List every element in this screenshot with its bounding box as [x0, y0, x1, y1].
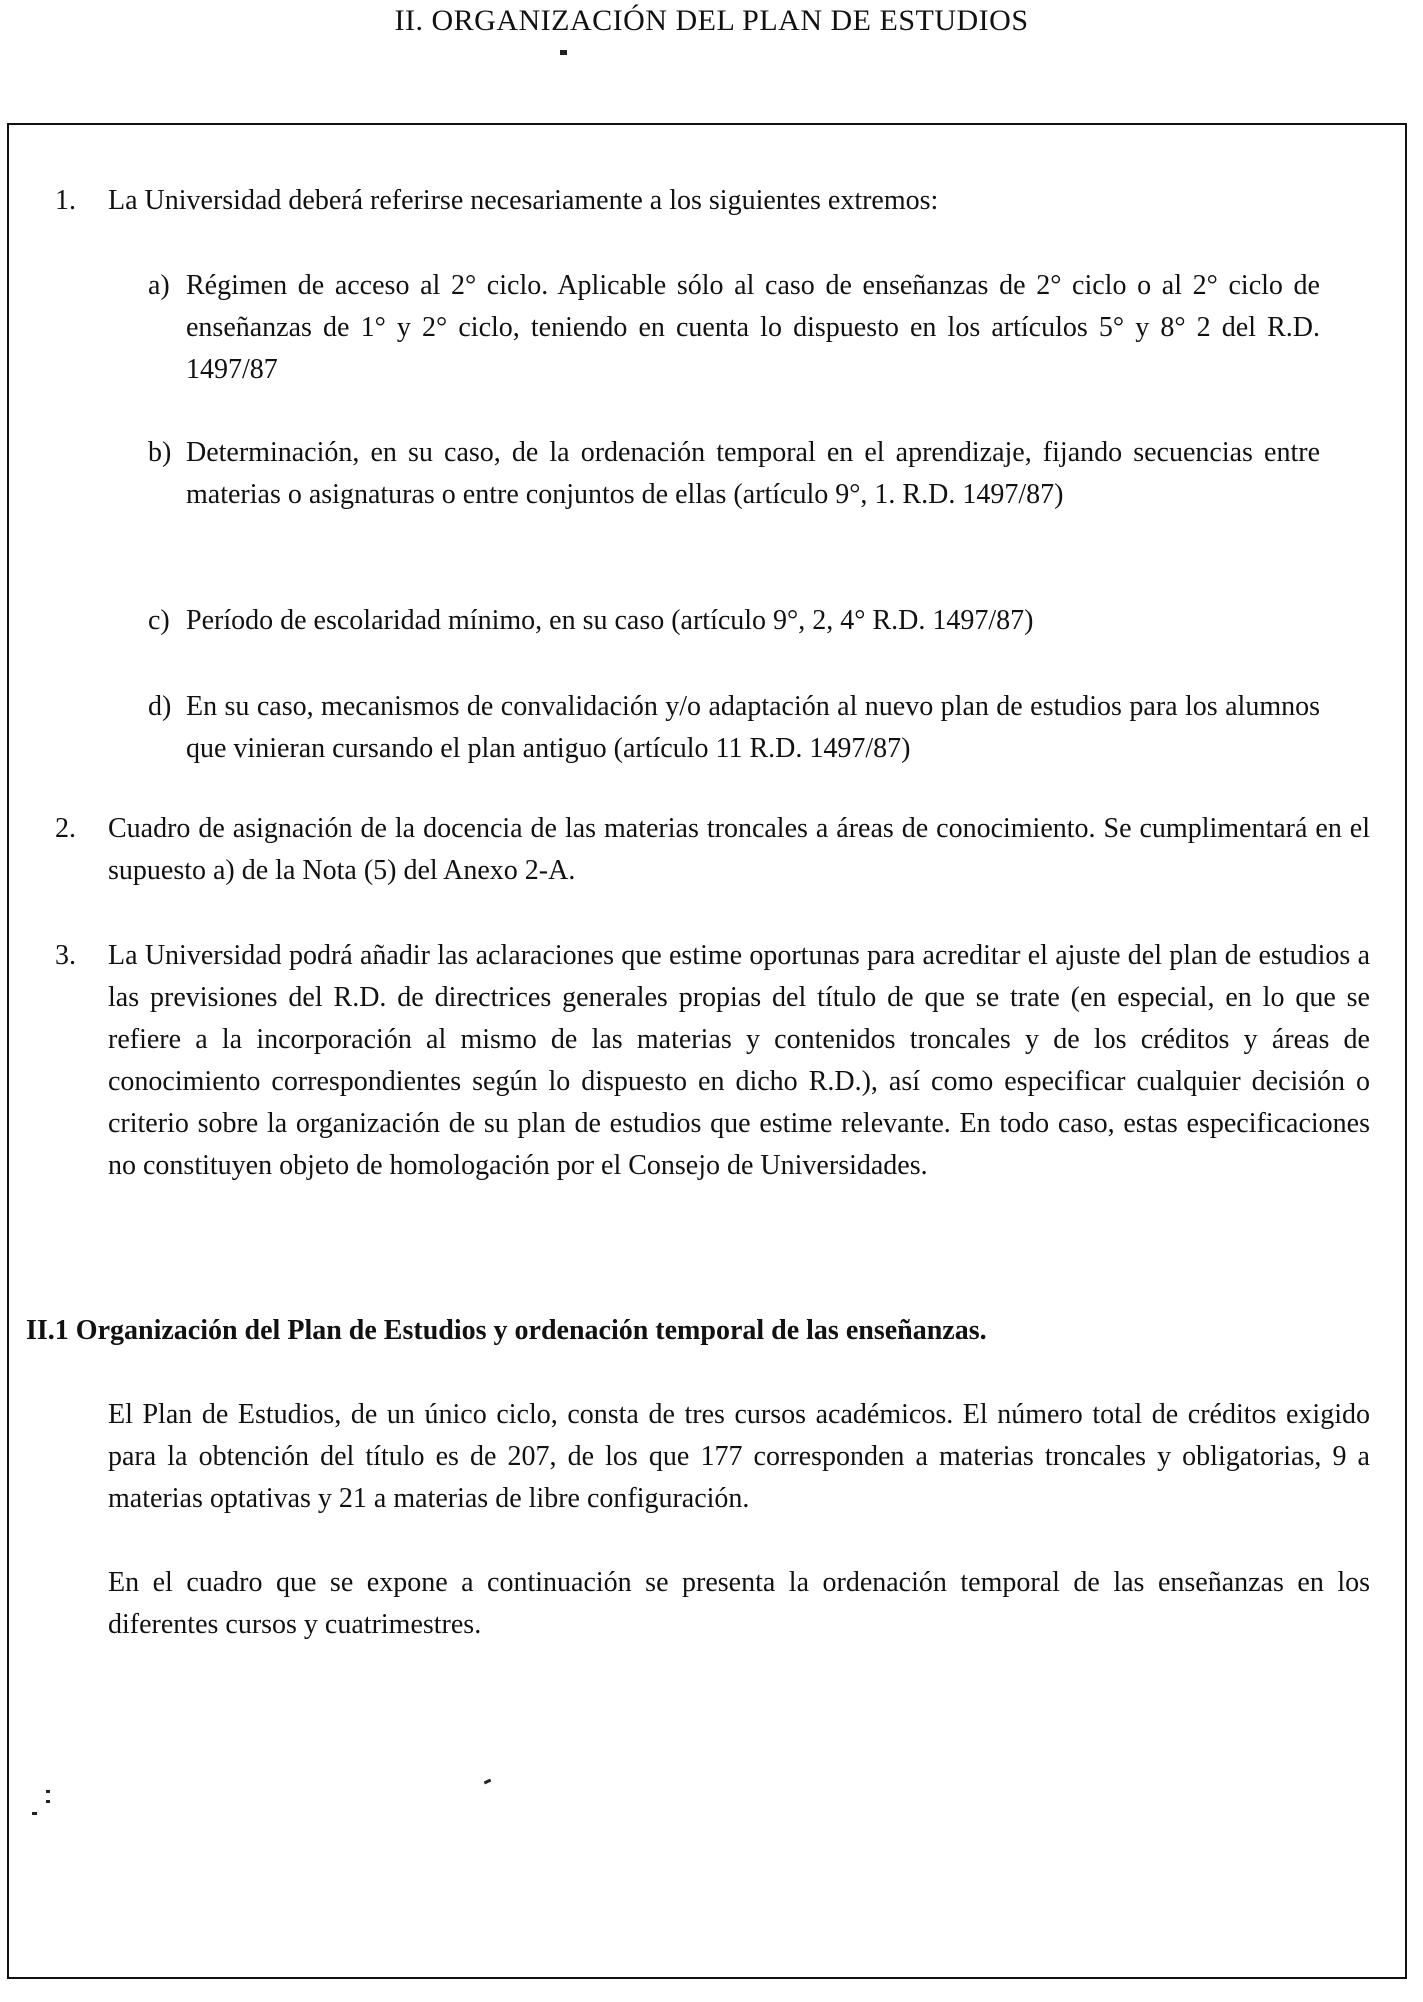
subitem-d-text: En su caso, mecanismos de convalidación y/o adaptación al nuevo plan de estudios para los alumnos que vinieran cursando el plan antiguo (artículo 11 R.D. 1497/87) — [186, 691, 1320, 764]
subitem-c-text: Período de escolaridad mínimo, en su caso (artículo 9°, 2, 4° R.D. 1497/87) — [186, 605, 1034, 636]
subitem-c-letter: c) — [148, 605, 170, 636]
subitem-d-letter: d) — [148, 691, 172, 722]
scan-speck — [46, 1790, 50, 1793]
item-1-text: La Universidad deberá referirse necesariamente a los siguientes extremos: — [108, 185, 939, 216]
item-3-text: La Universidad podrá añadir las aclaraciones que estime oportunas para acreditar el ajuste del plan de estudios a las previsiones del R.D. de directrices generales propias del título de que se trate (en especial, en lo que se refiere a la incorporación al mismo de las materias y contenidos troncales y de los créditos y áreas de conocimiento correspondientes según lo dispuesto en dicho R.D.), así como especificar cualquier decisión o criterio sobre la organización de su plan de estudios que estime relevante. En todo caso, estas especificaciones no constituyen objeto de homologación por el Consejo de Universidades. — [108, 940, 1370, 1181]
subitem-a-text: Régimen de acceso al 2° ciclo. Aplicable sólo al caso de enseñanzas de 2° ciclo o al 2° ciclo de enseñanzas de 1° y 2° ciclo, teniendo en cuenta lo dispuesto en los artículos 5° y 8° 2 del R.D. 1497/87 — [186, 270, 1320, 385]
scan-speck — [32, 1812, 37, 1815]
section-paragraph-1: El Plan de Estudios, de un único ciclo, consta de tres cursos académicos. El número total de créditos exigido para la obtención del título es de 207, de los que 177 corresponden a materias troncales y obligatorias, 9 a materias optativas y 21 a materias de libre configuración. — [108, 1399, 1370, 1514]
scan-speck — [46, 1800, 50, 1803]
subitem-a-letter: a) — [148, 270, 170, 301]
section-heading: II.1 Organización del Plan de Estudios y ordenación temporal de las enseñanzas. — [26, 1315, 987, 1346]
section-paragraph-2: En el cuadro que se expone a continuación se presenta la ordenación temporal de las enseñanzas en los diferentes cursos y cuatrimestres. — [108, 1567, 1370, 1640]
item-1-number: 1. — [55, 185, 76, 216]
scan-speck — [560, 50, 567, 55]
item-2-number: 2. — [55, 813, 76, 844]
item-3-number: 3. — [55, 940, 76, 971]
item-2-text: Cuadro de asignación de la docencia de las materias troncales a áreas de conocimiento. Se cumplimentará en el supuesto a) de la Nota (5) del Anexo 2-A. — [108, 813, 1370, 886]
subitem-b-text: Determinación, en su caso, de la ordenación temporal en el aprendizaje, fijando secuencias entre materias o asignaturas o entre conjuntos de ellas (artículo 9°, 1. R.D. 1497/87) — [186, 437, 1320, 510]
page-title: II. ORGANIZACIÓN DEL PLAN DE ESTUDIOS — [394, 4, 1029, 37]
subitem-b-letter: b) — [148, 437, 172, 468]
